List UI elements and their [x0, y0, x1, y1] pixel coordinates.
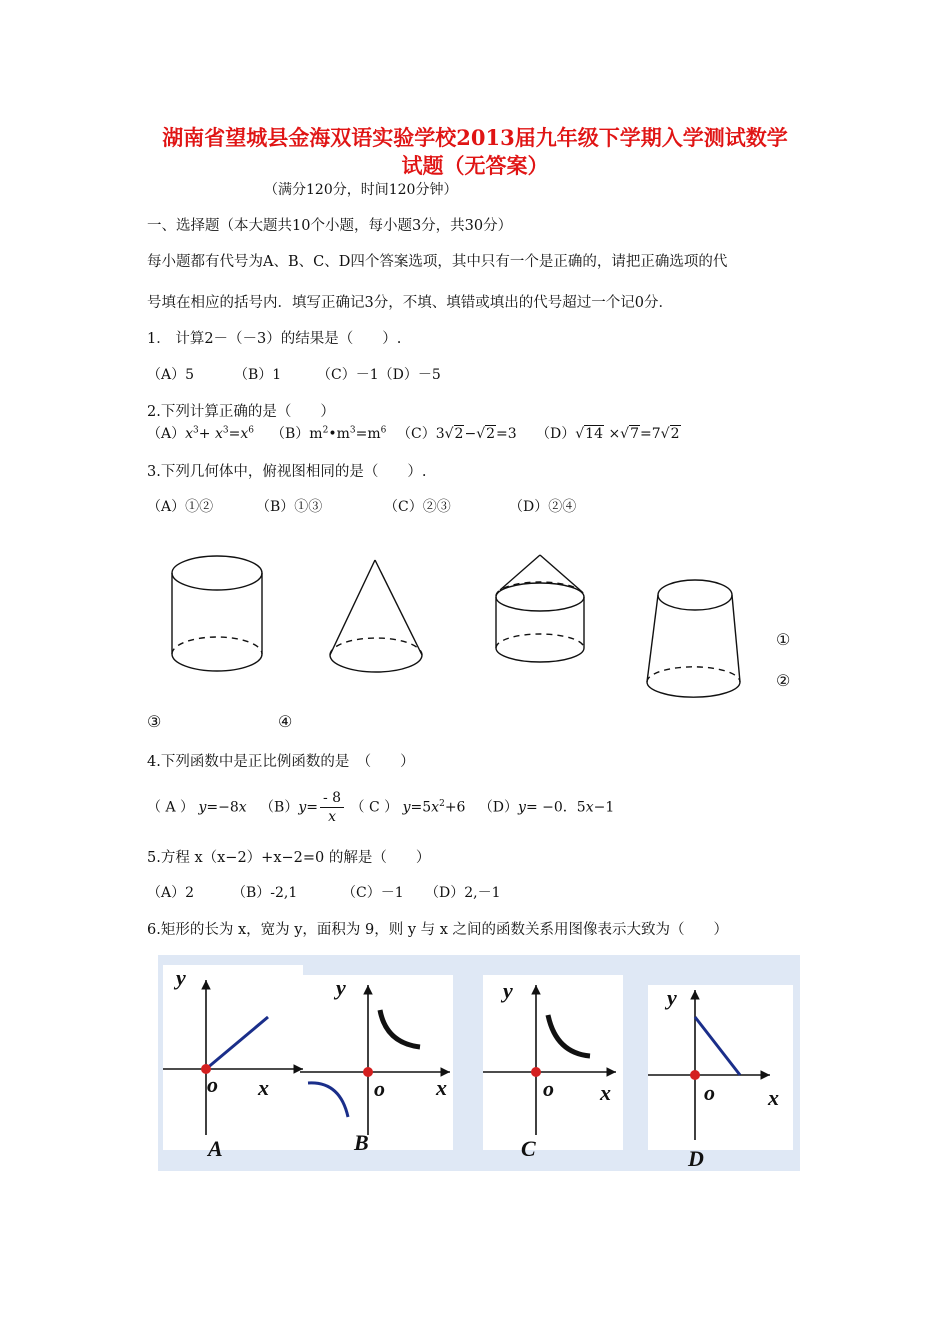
graph-c-origin-label: o [543, 1076, 554, 1101]
graph-a-label: A [208, 1136, 223, 1161]
q3-stem: 3.下列几何体中，俯视图相同的是（ ）. [147, 464, 427, 480]
q2-option-c: （C）3√2−√2=3 [397, 426, 517, 442]
q4-stem: 4.下列函数中是正比例函数的是 （ ） [147, 754, 415, 770]
solid-mark-2: ② [776, 671, 791, 690]
frustum-shape [647, 580, 740, 697]
q3-option-c: （C）②③ [384, 499, 451, 515]
graph-b-label: B [354, 1130, 369, 1155]
q3-option-b: （B）①③ [256, 499, 323, 515]
graph-a-y-label: y [176, 965, 186, 990]
graph-a-x-label: x [258, 1075, 269, 1100]
graph-a [163, 965, 303, 1150]
cone-cylinder-shape [496, 555, 584, 662]
section-heading: 一、选择题（本大题共10个小题，每小题3分，共30分） [147, 218, 513, 234]
q5-option-d: （D）2,－1 [425, 885, 501, 901]
q5-option-a: （A）2 [147, 885, 195, 901]
page-subtitle: （满分120分，时间120分钟） [264, 182, 458, 198]
solid-mark-4: ④ [278, 712, 293, 731]
solid-mark-3: ③ [147, 712, 162, 731]
q3-solids-figure [160, 540, 780, 710]
q2-option-b: $(B)m^2•m^3=m^6$ [271, 425, 387, 442]
q2-option-d: （D）√14 ×√7=7√2 [536, 426, 680, 442]
graph-b-y-label: y [336, 975, 346, 1000]
graph-b-origin-label: o [374, 1076, 385, 1101]
q4-options: （ A ） y=−8x （B）y= $\frac{- 8}{x}$ （ C ） $y=5x^2+6$ （D）y= −0．5x−1 [147, 790, 615, 826]
instruction-line2: 号填在相应的括号内．填写正确记3分，不填、填错或填出的代号超过一个记0分． [147, 295, 673, 311]
q1-option-cd: （C）－1（D）－5 [317, 367, 441, 383]
q5-option-b: （B）-2,1 [232, 885, 298, 901]
graph-b [300, 975, 453, 1150]
graph-d-y-label: y [667, 985, 677, 1010]
q1-option-b: （B）1 [234, 367, 282, 383]
q5-stem: 5.方程 x（x−2）+x−2=0 的解是（ ） [147, 850, 431, 866]
cone-shape [330, 560, 422, 672]
graph-c-label: C [521, 1136, 536, 1161]
q1-stem: 1． 计算2－（－3）的结果是（ ）. [147, 331, 402, 347]
graph-d-x-label: x [768, 1085, 779, 1110]
graph-c-y-label: y [503, 978, 513, 1003]
q5-option-c: （C）－1 [342, 885, 404, 901]
graph-b-x-label: x [436, 1075, 447, 1100]
graph-d-label: D [688, 1146, 704, 1171]
q4-fraction: $\frac{- 8}{x}$ [320, 789, 344, 826]
cylinder-shape [172, 556, 262, 671]
q6-stem: 6.矩形的长为 x，宽为 y，面积为 9，则 y 与 x 之间的函数关系用图像表示大致为（ ） [147, 922, 729, 938]
graph-d-origin-label: o [704, 1080, 715, 1105]
q3-option-d: （D）②④ [509, 499, 577, 515]
q2-option-a: $(A)x^3+ x^3=x^6$ [147, 425, 254, 442]
page-title-line1: 湖南省望城县金海双语实验学校2013届九年级下学期入学测试数学 [162, 125, 788, 150]
page-title-line2: 试题（无答案） [401, 153, 549, 178]
instruction-line1: 每小题都有代号为A、B、C、D四个答案选项，其中只有一个是正确的，请把正确选项的代 [147, 254, 728, 270]
q1-option-a: （A）5 [147, 367, 195, 383]
solid-mark-1: ① [776, 630, 791, 649]
q2-stem: 2.下列计算正确的是（ ） [147, 404, 335, 420]
q3-option-a: （A）①② [147, 499, 214, 515]
graph-c-x-label: x [600, 1080, 611, 1105]
q6-graphs [158, 955, 800, 1171]
graph-a-origin-label: o [207, 1072, 218, 1097]
